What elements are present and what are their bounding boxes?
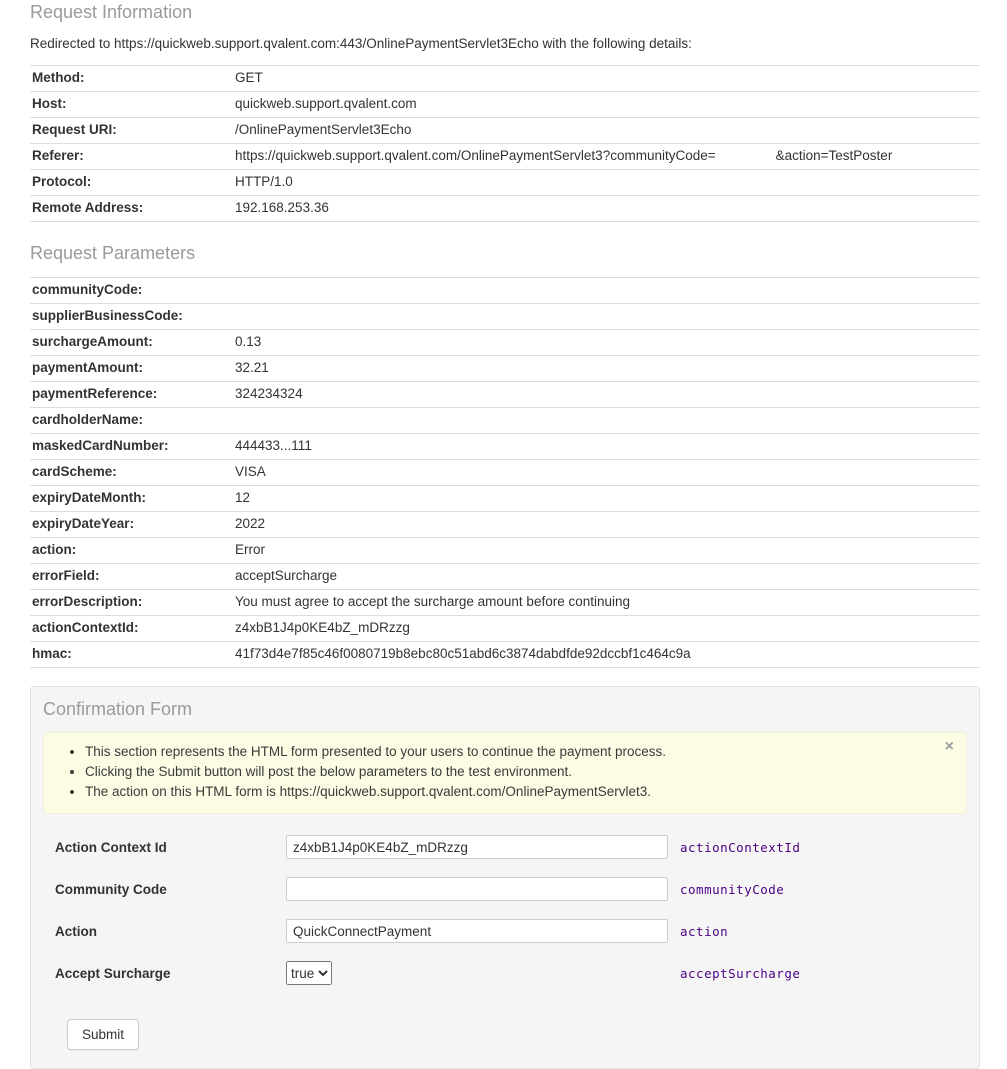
request-information-title: Request Information	[30, 2, 193, 22]
field-label: Action	[55, 923, 97, 939]
acceptSurcharge-select[interactable]	[286, 961, 332, 985]
alert-note: • Clicking the Submit button will post the below parameters to the test environment.	[85, 762, 932, 782]
confirmation-form-title: Confirmation Form	[43, 699, 193, 719]
param-value: 12	[233, 486, 980, 512]
param-value: 0.13	[233, 330, 980, 356]
request-parameters-title: Request Parameters	[30, 243, 196, 263]
table-row	[30, 616, 980, 642]
param-label: Remote Address:	[30, 196, 233, 222]
table-row	[30, 486, 980, 512]
param-value: 2022	[233, 512, 980, 538]
table-row	[30, 330, 980, 356]
param-label: hmac:	[30, 642, 233, 668]
confirmation-form-panel	[30, 686, 980, 1069]
field-label: Accept Surcharge	[55, 965, 171, 981]
param-label: cardScheme:	[30, 460, 233, 486]
param-label: communityCode:	[30, 278, 233, 304]
field-code-label: acceptSurcharge	[680, 965, 801, 981]
alert-note: • This section represents the HTML form presented to your users to continue the payment process.	[85, 742, 932, 762]
param-value: 192.168.253.36	[233, 196, 980, 222]
param-label: action:	[30, 538, 233, 564]
table-row	[30, 144, 980, 170]
table-row	[30, 118, 980, 144]
table-row	[30, 196, 980, 222]
param-value	[233, 304, 980, 330]
param-label: Host:	[30, 92, 233, 118]
submit-button[interactable]: Submit	[67, 1019, 139, 1050]
param-value	[233, 408, 980, 434]
param-label: cardholderName:	[30, 408, 233, 434]
param-label: Referer:	[30, 144, 233, 170]
table-row	[30, 590, 980, 616]
field-code-label: actionContextId	[680, 839, 801, 855]
table-row	[30, 642, 980, 668]
field-label: Community Code	[55, 881, 167, 897]
field-label: Action Context Id	[55, 839, 167, 855]
request-parameters-table	[30, 277, 980, 668]
request-information-table	[30, 65, 980, 222]
field-code-label: action	[680, 923, 729, 939]
param-value: https://quickweb.support.qvalent.com/OnlinePaymentServlet3?communityCode= &action=TestPoster	[233, 144, 980, 170]
table-row	[30, 304, 980, 330]
param-value: 324234324	[233, 382, 980, 408]
table-row	[30, 564, 980, 590]
param-value: 444433...111	[233, 434, 980, 460]
param-value: 32.21	[233, 356, 980, 382]
param-label: errorField:	[30, 564, 233, 590]
action-input[interactable]	[286, 919, 668, 943]
param-value: HTTP/1.0	[233, 170, 980, 196]
param-value: z4xbB1J4p0KE4bZ_mDRzzg	[233, 616, 980, 642]
table-row	[30, 356, 980, 382]
param-value: quickweb.support.qvalent.com	[233, 92, 980, 118]
param-label: Request URI:	[30, 118, 233, 144]
page-content	[30, 0, 980, 1069]
param-value: You must agree to accept the surcharge amount before continuing	[233, 590, 980, 616]
actionContextId-input[interactable]	[286, 835, 668, 859]
close-icon[interactable]: ×	[944, 738, 954, 755]
param-label: Protocol:	[30, 170, 233, 196]
table-row	[30, 382, 980, 408]
form-field-row	[55, 915, 967, 947]
field-code-label: communityCode	[680, 881, 785, 897]
alert-note: • The action on this HTML form is https://quickweb.support.qvalent.com/OnlinePaymentServlet3.	[85, 782, 932, 802]
form-field-row	[55, 957, 967, 989]
table-row	[30, 460, 980, 486]
param-value: GET	[233, 66, 980, 92]
communityCode-input[interactable]	[286, 877, 668, 901]
param-label: expiryDateMonth:	[30, 486, 233, 512]
table-row	[30, 408, 980, 434]
table-row	[30, 92, 980, 118]
param-label: maskedCardNumber:	[30, 434, 233, 460]
param-label: supplierBusinessCode:	[30, 304, 233, 330]
param-label: surchargeAmount:	[30, 330, 233, 356]
info-alert	[43, 732, 967, 814]
param-value: 41f73d4e7f85c46f0080719b8ebc80c51abd6c3874dabdfde92dccbf1c464c9a	[233, 642, 980, 668]
alert-notes-list	[58, 742, 932, 802]
param-value: Error	[233, 538, 980, 564]
param-label: actionContextId:	[30, 616, 233, 642]
table-row	[30, 538, 980, 564]
table-row	[30, 434, 980, 460]
form-field-row	[55, 873, 967, 905]
param-label: paymentAmount:	[30, 356, 233, 382]
param-value	[233, 278, 980, 304]
table-row	[30, 278, 980, 304]
param-label: paymentReference:	[30, 382, 233, 408]
table-row	[30, 170, 980, 196]
redirect-intro-text: Redirected to https://quickweb.support.qvalent.com:443/OnlinePaymentServlet3Echo with the following details:	[30, 36, 692, 51]
param-value: VISA	[233, 460, 980, 486]
param-label: Method:	[30, 66, 233, 92]
param-label: errorDescription:	[30, 590, 233, 616]
table-row	[30, 66, 980, 92]
param-label: expiryDateYear:	[30, 512, 233, 538]
param-value: /OnlinePaymentServlet3Echo	[233, 118, 980, 144]
param-value: acceptSurcharge	[233, 564, 980, 590]
table-row	[30, 512, 980, 538]
confirmation-form-fields	[43, 831, 967, 1050]
form-field-row	[55, 831, 967, 863]
